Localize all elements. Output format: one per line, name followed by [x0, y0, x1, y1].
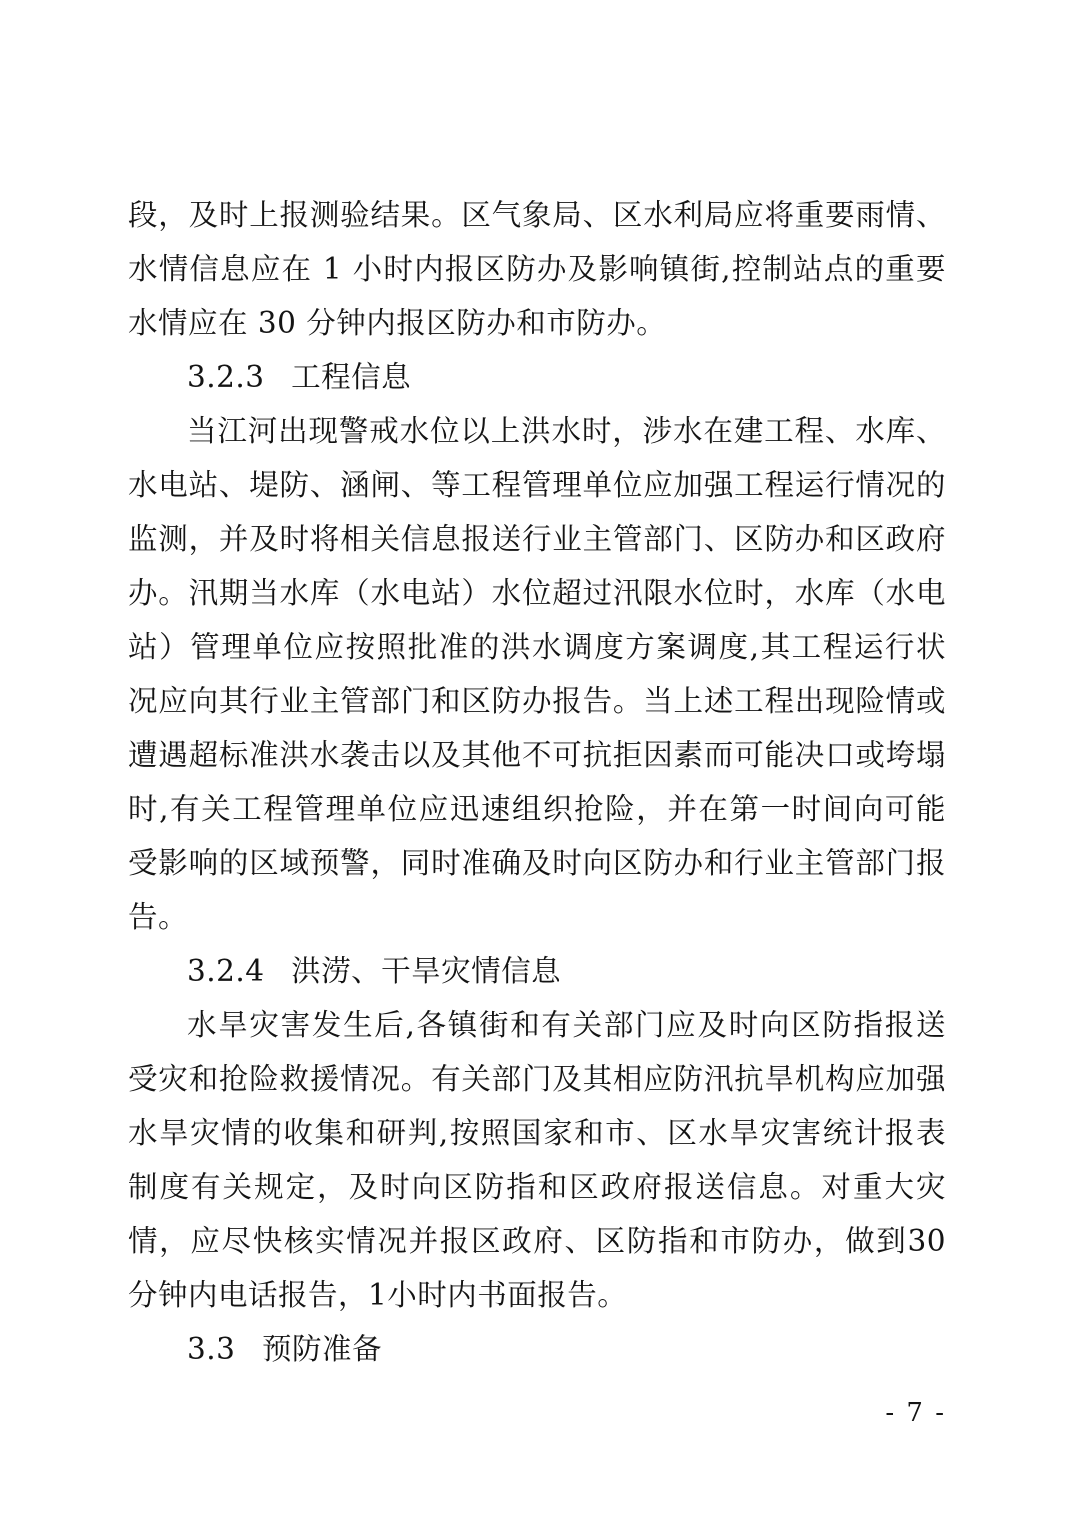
section-title: 预防准备 [261, 1332, 382, 1366]
section-heading-3-2-4 [128, 944, 946, 998]
section-number: 3.2.3 [187, 360, 265, 394]
paragraph-continuation: 段，及时上报测验结果。区气象局、区水利局应将重要雨情、水情信息应在 1 小时内报区防办及影响镇街,控制站点的重要水情应在 30 分钟内报区防办和市防办。 [128, 198, 946, 340]
section-heading-3-3 [128, 1322, 946, 1376]
section-heading-3-2-3 [128, 350, 946, 404]
section-title: 洪涝、干旱灾情信息 [291, 954, 562, 988]
section-number: 3.3 [187, 1332, 236, 1366]
page-content [128, 188, 946, 1376]
page-number: - 7 - [885, 1398, 946, 1428]
paragraph-engineering-info: 当江河出现警戒水位以上洪水时，涉水在建工程、水库、水电站、堤防、涵闸、等工程管理单位应加强工程运行情况的监测，并及时将相关信息报送行业主管部门、区防办和区政府办。汛期当水库（水电站）水位超过汛限水位时，水库（水电站）管理单位应按照批准的洪水调度方案调度,其工程运行状况应向其行业主管部门和区防办报告。当上述工程出现险情或遭遇超标准洪水袭击以及其他不可抗拒因素而可能决口或垮塌时,有关工程管理单位应迅速组织抢险，并在第一时间向可能受影响的区域预警，同时准确及时向区防办和行业主管部门报告。 [128, 414, 946, 934]
section-title: 工程信息 [291, 360, 412, 394]
section-number: 3.2.4 [187, 954, 265, 988]
paragraph-disaster-info: 水旱灾害发生后,各镇街和有关部门应及时向区防指报送受灾和抢险救援情况。有关部门及其相应防汛抗旱机构应加强水旱灾情的收集和研判,按照国家和市、区水旱灾害统计报表制度有关规定，及时向区防指和区政府报送信息。对重大灾情，应尽快核实情况并报区政府、区防指和市防办，做到30分钟内电话报告，1小时内书面报告。 [128, 1008, 946, 1312]
